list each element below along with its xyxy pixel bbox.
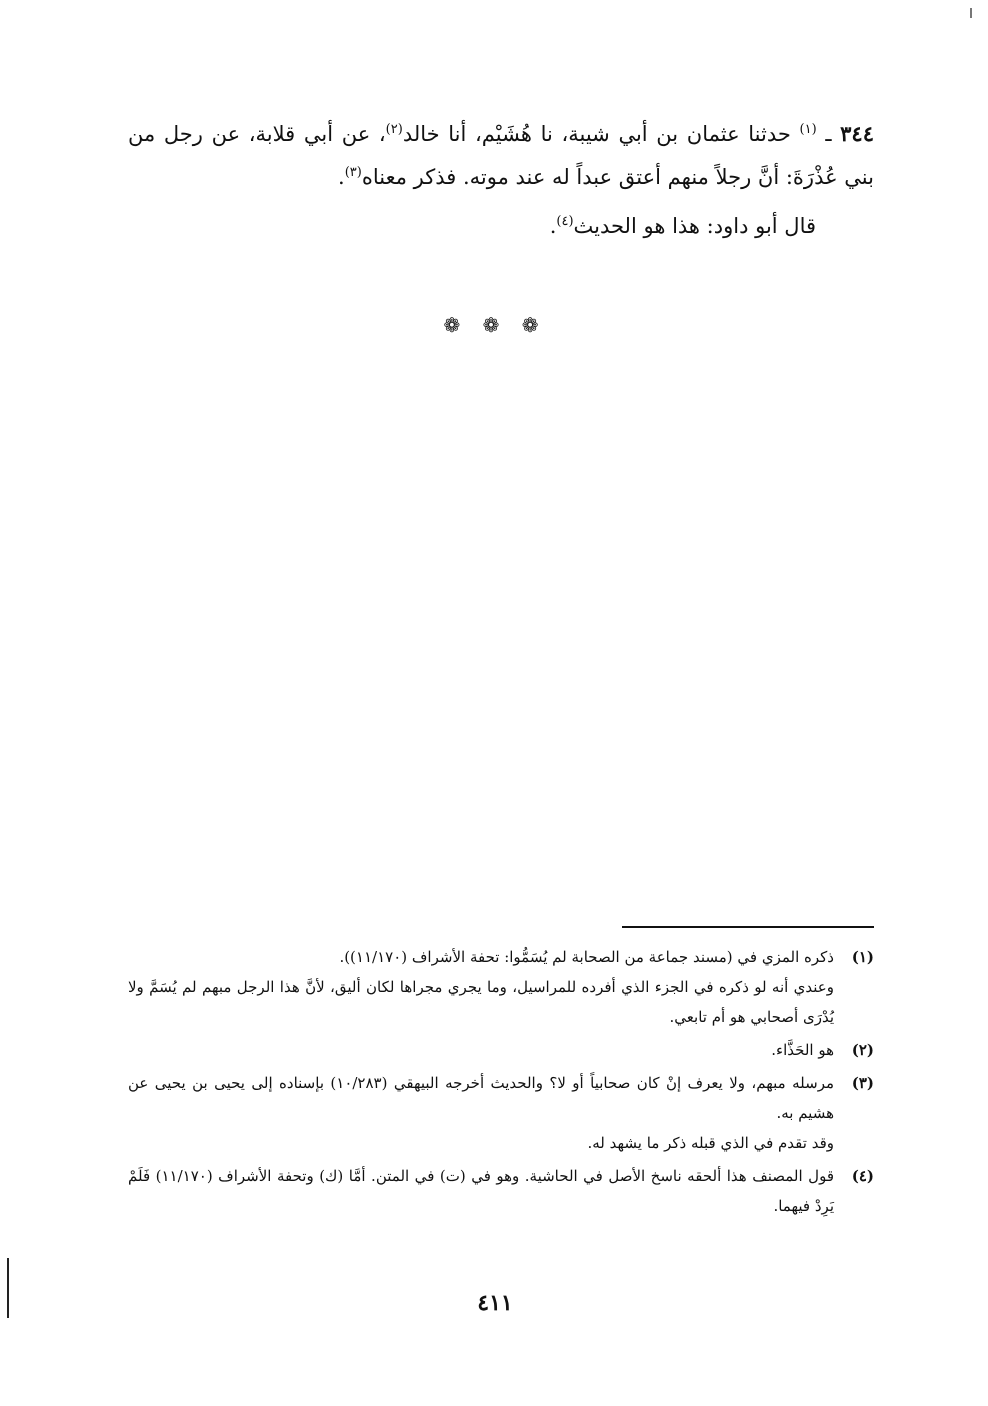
footnote-1 <box>128 942 874 1032</box>
footnote-2 <box>128 1035 874 1065</box>
footnote-line: وقد تقدم في الذي قبله ذكر ما يشهد له. <box>587 1134 834 1152</box>
footnote-number: (٢) <box>851 1041 874 1059</box>
abu-dawud-end: . <box>549 214 557 238</box>
footnote-3 <box>128 1068 874 1158</box>
hadith-paragraph <box>128 112 874 199</box>
footnote-line: قول المصنف هذا ألحقه ناسخ الأصل في الحاشية. وهو في (ت) في المتن. أمَّا (ك) وتحفة الأشراف (١١/١٧٠) فَلَمْ يَرِدْ فيهما. <box>128 1167 834 1215</box>
footnote-ref-2[interactable]: (٢) <box>385 122 403 137</box>
footnote-text <box>128 1035 834 1065</box>
footnote-line: وعندي أنه لو ذكره في الجزء الذي أفرده للمراسيل، وما يجري مجراها لكان أليق، لأنَّ هذا الرجل مبهم لم يُسَمَّ ولا يُدْرَى أصحابي هو أم تابعي. <box>128 978 834 1026</box>
footnote-line: هو الحَذَّاء. <box>771 1041 834 1059</box>
hadith-number: ٣٤٤ <box>840 121 874 146</box>
page-number: ٤١١ <box>477 1290 513 1316</box>
hadith-body <box>128 112 874 248</box>
section-ornament: ❁ ❁ ❁ <box>443 313 547 337</box>
footnote-text <box>128 1161 834 1221</box>
footnote-ref-3[interactable]: (٣) <box>344 165 362 180</box>
footnote-number: (٤) <box>851 1167 874 1185</box>
footnote-line: مرسله مبهم، ولا يعرف إنْ كان صحابياً أو لا؟ والحديث أخرجه البيهقي (١٠/٢٨٣) بإسناده إلى يحيى بن يحيى عن هشيم به. <box>128 1074 835 1122</box>
abu-dawud-remark <box>128 205 874 248</box>
footnote-text <box>128 1068 834 1158</box>
hadith-text-1: حدثنا عثمان بن أبي شيبة، نا هُشَيْم، أنا خالد <box>402 122 800 146</box>
footnote-4 <box>128 1161 874 1221</box>
hadith-text-3: . <box>338 165 345 189</box>
footnote-ref-4[interactable]: (٤) <box>556 214 574 229</box>
hadith-dash: ـ <box>816 122 841 146</box>
scan-corner-mark <box>970 8 972 18</box>
abu-dawud-text: قال أبو داود: هذا هو الحديث <box>573 214 816 238</box>
footnote-text <box>128 942 834 1032</box>
footnote-number: (١) <box>851 948 874 966</box>
scan-edge-mark <box>7 1258 9 1318</box>
hadith-text-2: ، عن أبي قلابة، عن رجل من بني عُذْرَةَ: أنَّ رجلاً منهم أعتق عبداً له عند موته. فذكر معناه <box>128 122 874 189</box>
footnote-number: (٣) <box>851 1074 874 1092</box>
footnote-separator <box>622 926 874 928</box>
footnotes <box>128 942 874 1224</box>
footnote-line: ذكره المزي في (مسند جماعة من الصحابة لم يُسَمُّوا: تحفة الأشراف (١١/١٧٠)). <box>339 948 834 966</box>
footnote-ref-1[interactable]: (١) <box>799 122 817 137</box>
